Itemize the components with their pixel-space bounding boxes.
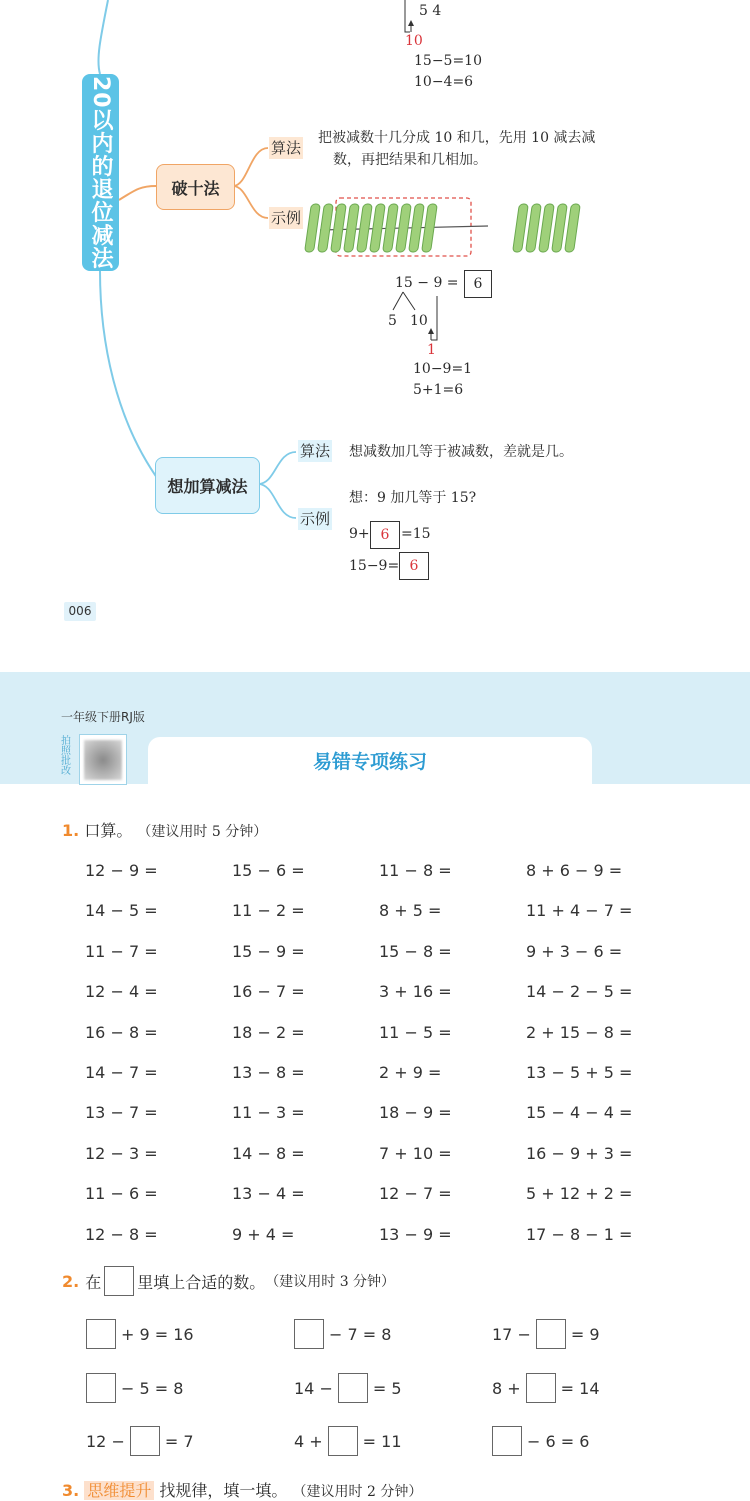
q1-item: 14 − 5 = [85, 901, 158, 921]
q2-item [294, 1426, 402, 1456]
top-example-digits: 5 4 [419, 3, 442, 19]
q1-item: 15 − 4 − 4 = [526, 1103, 633, 1123]
q1-heading [62, 818, 267, 841]
q2-item-post: = 7 [164, 1431, 194, 1451]
qr-label: 拍照批改 [61, 736, 71, 777]
q2-item-post: = 9 [570, 1324, 600, 1344]
q2-item-pre: 4 + [294, 1431, 323, 1451]
node-poshi: 破十法 [156, 164, 235, 210]
q1-item: 3 + 16 = [379, 982, 452, 1002]
top-example-line2: 10−4=6 [414, 74, 474, 90]
loose-sticks [513, 204, 581, 252]
qr-code-image [84, 740, 122, 780]
poshi-answer-box: 6 [464, 270, 492, 298]
q2-item-post: + 9 = 16 [121, 1324, 194, 1344]
xiangjia-think: 想：9 加几等于 15? [349, 490, 477, 506]
q1-item: 11 − 6 = [85, 1184, 158, 1204]
q1-item: 17 − 8 − 1 = [526, 1224, 633, 1244]
poshi-example-tag: 示例 [271, 209, 302, 227]
q1-item: 8 + 6 − 9 = [526, 861, 623, 880]
q1-item: 18 − 2 = [232, 1022, 305, 1042]
q2-heading [62, 1266, 395, 1296]
q2-item-post: − 7 = 8 [329, 1324, 392, 1344]
q3-heading [62, 1478, 422, 1501]
q1-item: 13 − 4 = [232, 1184, 305, 1204]
poshi-algorithm-text-2: 数，再把结果和几相加。 [333, 152, 487, 168]
q1-item: 12 − 4 = [85, 982, 158, 1002]
q1-item: 2 + 15 − 8 = [526, 1022, 633, 1042]
q1-item: 5 + 12 + 2 = [526, 1184, 633, 1204]
q2-title-before: 在 [85, 1272, 102, 1292]
poshi-algorithm-text-1: 把被减数十几分成 10 和几，先用 10 减去减 [318, 130, 596, 146]
q3-number: 3. [62, 1481, 80, 1500]
q1-item: 2 + 9 = [379, 1063, 442, 1082]
poshi-equation: 15 − 9 = [395, 275, 459, 291]
q2-answer-box[interactable] [130, 1426, 160, 1456]
top-example-ten: 10 [405, 33, 423, 49]
qr-code[interactable] [79, 734, 127, 785]
q1-item: 9 + 4 = [232, 1224, 295, 1244]
q1-item: 13 − 7 = [85, 1103, 158, 1123]
q1-item: 12 − 8 = [85, 1224, 158, 1244]
q2-number: 2. [62, 1271, 80, 1291]
grade-label: 一年级下册RJ版 [61, 710, 145, 724]
q2-item [86, 1426, 194, 1456]
q1-item: 14 − 7 = [85, 1063, 158, 1082]
q1-item: 16 − 7 = [232, 982, 305, 1002]
q2-answer-box[interactable] [86, 1319, 116, 1349]
q2-item [86, 1319, 194, 1349]
top-example-line1: 15−5=10 [414, 53, 482, 69]
xiangjia-algorithm-text: 想减数加几等于被减数，差就是几。 [349, 444, 573, 460]
q2-item [492, 1426, 589, 1456]
xiangjia-example-tag: 示例 [300, 510, 331, 528]
poshi-step1: 10−9=1 [413, 361, 473, 377]
q1-item: 15 − 9 = [232, 941, 305, 961]
q1-item: 16 − 9 + 3 = [526, 1143, 633, 1163]
q2-item-pre: 12 − [86, 1431, 125, 1451]
q1-item: 13 − 9 = [379, 1224, 452, 1244]
q1-item: 7 + 10 = [379, 1143, 452, 1163]
q2-item [492, 1319, 600, 1349]
mindmap-page [0, 0, 750, 668]
q2-item [294, 1319, 391, 1349]
q1-item: 13 − 5 + 5 = [526, 1063, 633, 1082]
q2-answer-box[interactable] [536, 1319, 566, 1349]
q2-item [492, 1373, 600, 1403]
exercise-page [0, 668, 750, 1500]
poshi-step2: 5+1=6 [413, 382, 464, 398]
q1-item: 15 − 6 = [232, 861, 305, 880]
node-xiangjia: 想加算减法 [155, 457, 260, 514]
q2-answer-box[interactable] [338, 1373, 368, 1403]
q1-title: 口算。 [84, 821, 133, 840]
q2-item-pre: 14 − [294, 1378, 333, 1398]
xiangjia-eq2-answer: 6 [399, 552, 429, 580]
q3-tag: 思维提升 [84, 1481, 154, 1500]
q1-item: 11 − 8 = [379, 861, 452, 880]
q2-answer-box[interactable] [328, 1426, 358, 1456]
q1-item: 11 − 2 = [232, 901, 305, 921]
xiangjia-eq1-answer: 6 [370, 521, 400, 549]
q1-item: 11 − 3 = [232, 1103, 305, 1123]
q2-item-post: = 11 [362, 1431, 402, 1451]
q1-item: 14 − 2 − 5 = [526, 982, 633, 1002]
q2-item [294, 1373, 402, 1403]
section-title: 易错专项练习 [148, 737, 592, 787]
q1-item: 12 − 3 = [85, 1143, 158, 1163]
q2-item-post: = 5 [372, 1378, 402, 1398]
q2-title-box [104, 1266, 134, 1296]
xiangjia-eq1-left: 9+ [349, 526, 370, 542]
q2-item-pre: 17 − [492, 1324, 531, 1344]
q1-item: 15 − 8 = [379, 941, 452, 961]
poshi-split-5: 5 [388, 313, 397, 329]
q2-item [86, 1373, 183, 1403]
q1-item: 9 + 3 − 6 = [526, 941, 623, 961]
xiangjia-eq2-left: 15−9= [349, 558, 400, 574]
q1-item: 11 + 4 − 7 = [526, 901, 633, 921]
q2-item-post: = 14 [560, 1378, 600, 1398]
q1-item: 12 − 7 = [379, 1184, 452, 1204]
poshi-one: 1 [427, 342, 436, 358]
q2-item-post: − 6 = 6 [527, 1431, 590, 1451]
q1-number: 1. [62, 821, 80, 840]
page-number: 006 [64, 602, 96, 621]
q1-item: 12 − 9 = [85, 861, 158, 880]
poshi-split-10: 10 [410, 313, 428, 329]
q1-item: 13 − 8 = [232, 1063, 305, 1082]
xiangjia-eq1-right: =15 [401, 526, 431, 542]
q2-title-after: 里填上合适的数。 [137, 1272, 266, 1292]
poshi-algorithm-tag: 算法 [271, 139, 302, 157]
xiangjia-algorithm-tag: 算法 [300, 442, 331, 460]
q2-answer-box[interactable] [526, 1373, 556, 1403]
q2-answer-box[interactable] [294, 1319, 324, 1349]
q1-item: 14 − 8 = [232, 1143, 305, 1163]
q1-item: 18 − 9 = [379, 1103, 452, 1123]
q2-item-post: − 5 = 8 [121, 1378, 184, 1398]
q2-answer-box[interactable] [492, 1426, 522, 1456]
q2-item-pre: 8 + [492, 1378, 521, 1398]
q3-note: （建议用时 2 分钟） [292, 1484, 423, 1500]
q2-note: （建议用时 3 分钟） [265, 1274, 396, 1290]
q1-item: 11 − 7 = [85, 941, 158, 961]
q1-item: 16 − 8 = [85, 1022, 158, 1042]
bundle-sticks [305, 204, 438, 252]
q1-item: 11 − 5 = [379, 1022, 452, 1042]
q3-title: 找规律，填一填。 [159, 1481, 288, 1500]
q1-item: 8 + 5 = [379, 901, 442, 921]
mindmap-title: 20以内的退位减法 [82, 74, 119, 271]
q2-answer-box[interactable] [86, 1373, 116, 1403]
q1-note: （建议用时 5 分钟） [137, 824, 268, 840]
